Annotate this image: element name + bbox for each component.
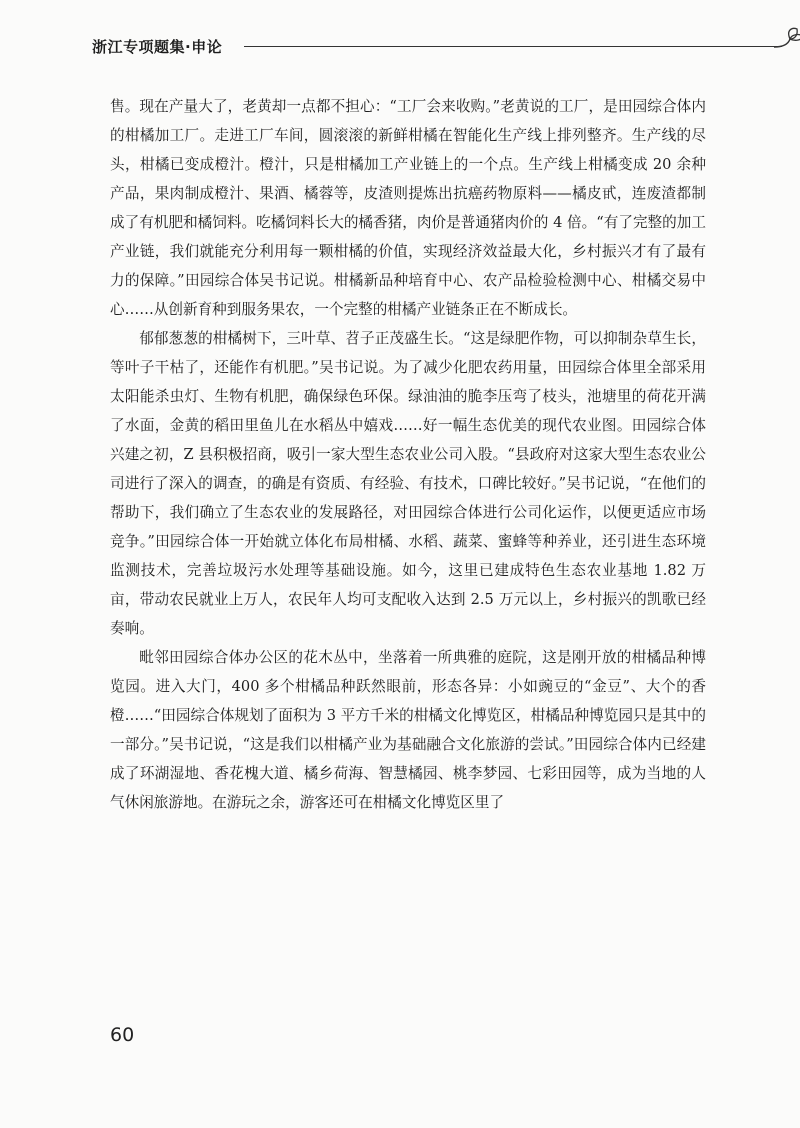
paragraph: 售。现在产量大了，老黄却一点都不担心：“工厂会来收购。”老黄说的工厂，是田园综合体内的柑橘加工厂。走进工厂车间，圆滚滚的新鲜柑橘在智能化生产线上排列整齐。生产线的尽头，柑橘已变成橙汁。橙汁，只是柑橘加工产业链上的一个点。生产线上柑橘变成 20 余种产品，果肉制成橙汁、果酒、橘蓉等，皮渣则提炼出抗癌药物原料——橘皮甙，连废渣都制成了有机肥和橘饲料。吃橘饲料长大的橘香猪，肉价是普通猪肉价的 4 倍。“有了完整的加工产业链，我们就能充分利用每一颗柑橘的价值，实现经济效益最大化，乡村振兴才有了最有力的保障。”田园综合体吴书记说。柑橘新品种培育中心、农产品检验检测中心、柑橘交易中心……从创新育种到服务果农，一个完整的柑橘产业链条正在不断成长。 xyxy=(110,98,706,318)
paragraph: 郁郁葱葱的柑橘树下，三叶草、苕子正茂盛生长。“这是绿肥作物，可以抑制杂草生长，等叶子干枯了，还能作有机肥。”吴书记说。为了减少化肥农药用量，田园综合体里全部采用太阳能杀虫灯、生物有机肥，确保绿色环保。绿油油的脆李压弯了枝头，池塘里的荷花开满了水面，金黄的稻田里鱼儿在水稻丛中嬉戏……好一幅生态优美的现代农业图。田园综合体兴建之初，Z 县积极招商，吸引一家大型生态农业公司入股。“县政府对这家大型生态农业公司进行了深入的调查，的确是有资质、有经验、有技术，口碑比较好。”吴书记说，“在他们的帮助下，我们确立了生态农业的发展路径，对田园综合体进行公司化运作，以便更适应市场竞争。”田园综合体一开始就立体化布局柑橘、水稻、蔬菜、蜜蜂等种养业，还引进生态环境监测技术，完善垃圾污水处理等基础设施。如今，这里已建成特色生态农业基地 1.82 万亩，带动农民就业上万人，农民年人均可支配收入达到 2.5 万元以上，乡村振兴的凯歌已经奏响。 xyxy=(110,330,706,637)
page-header xyxy=(92,26,712,60)
sprout-icon xyxy=(770,26,800,56)
header-rule xyxy=(244,46,782,47)
paragraph: 毗邻田园综合体办公区的花木丛中，坐落着一所典雅的庭院，这是刚开放的柑橘品种博览园。进入大门，400 多个柑橘品种跃然眼前，形态各异：小如豌豆的“金豆”、大个的香橙……“田园综合体规划了面积为 3 平方千米的柑橘文化博览区，柑橘品种博览园只是其中的一部分。”吴书记说，“这是我们以柑橘产业为基础融合文化旅游的尝试。”田园综合体内已经建成了环湖湿地、香花槐大道、橘乡荷海、智慧橘园、桃李梦园、七彩田园等，成为当地的人气休闲旅游地。在游玩之余，游客还可在柑橘文化博览区里了 xyxy=(110,649,706,811)
page-number: 60 xyxy=(110,1024,135,1046)
book-title: 浙江专项题集·申论 xyxy=(92,38,223,56)
article-body xyxy=(110,92,706,817)
